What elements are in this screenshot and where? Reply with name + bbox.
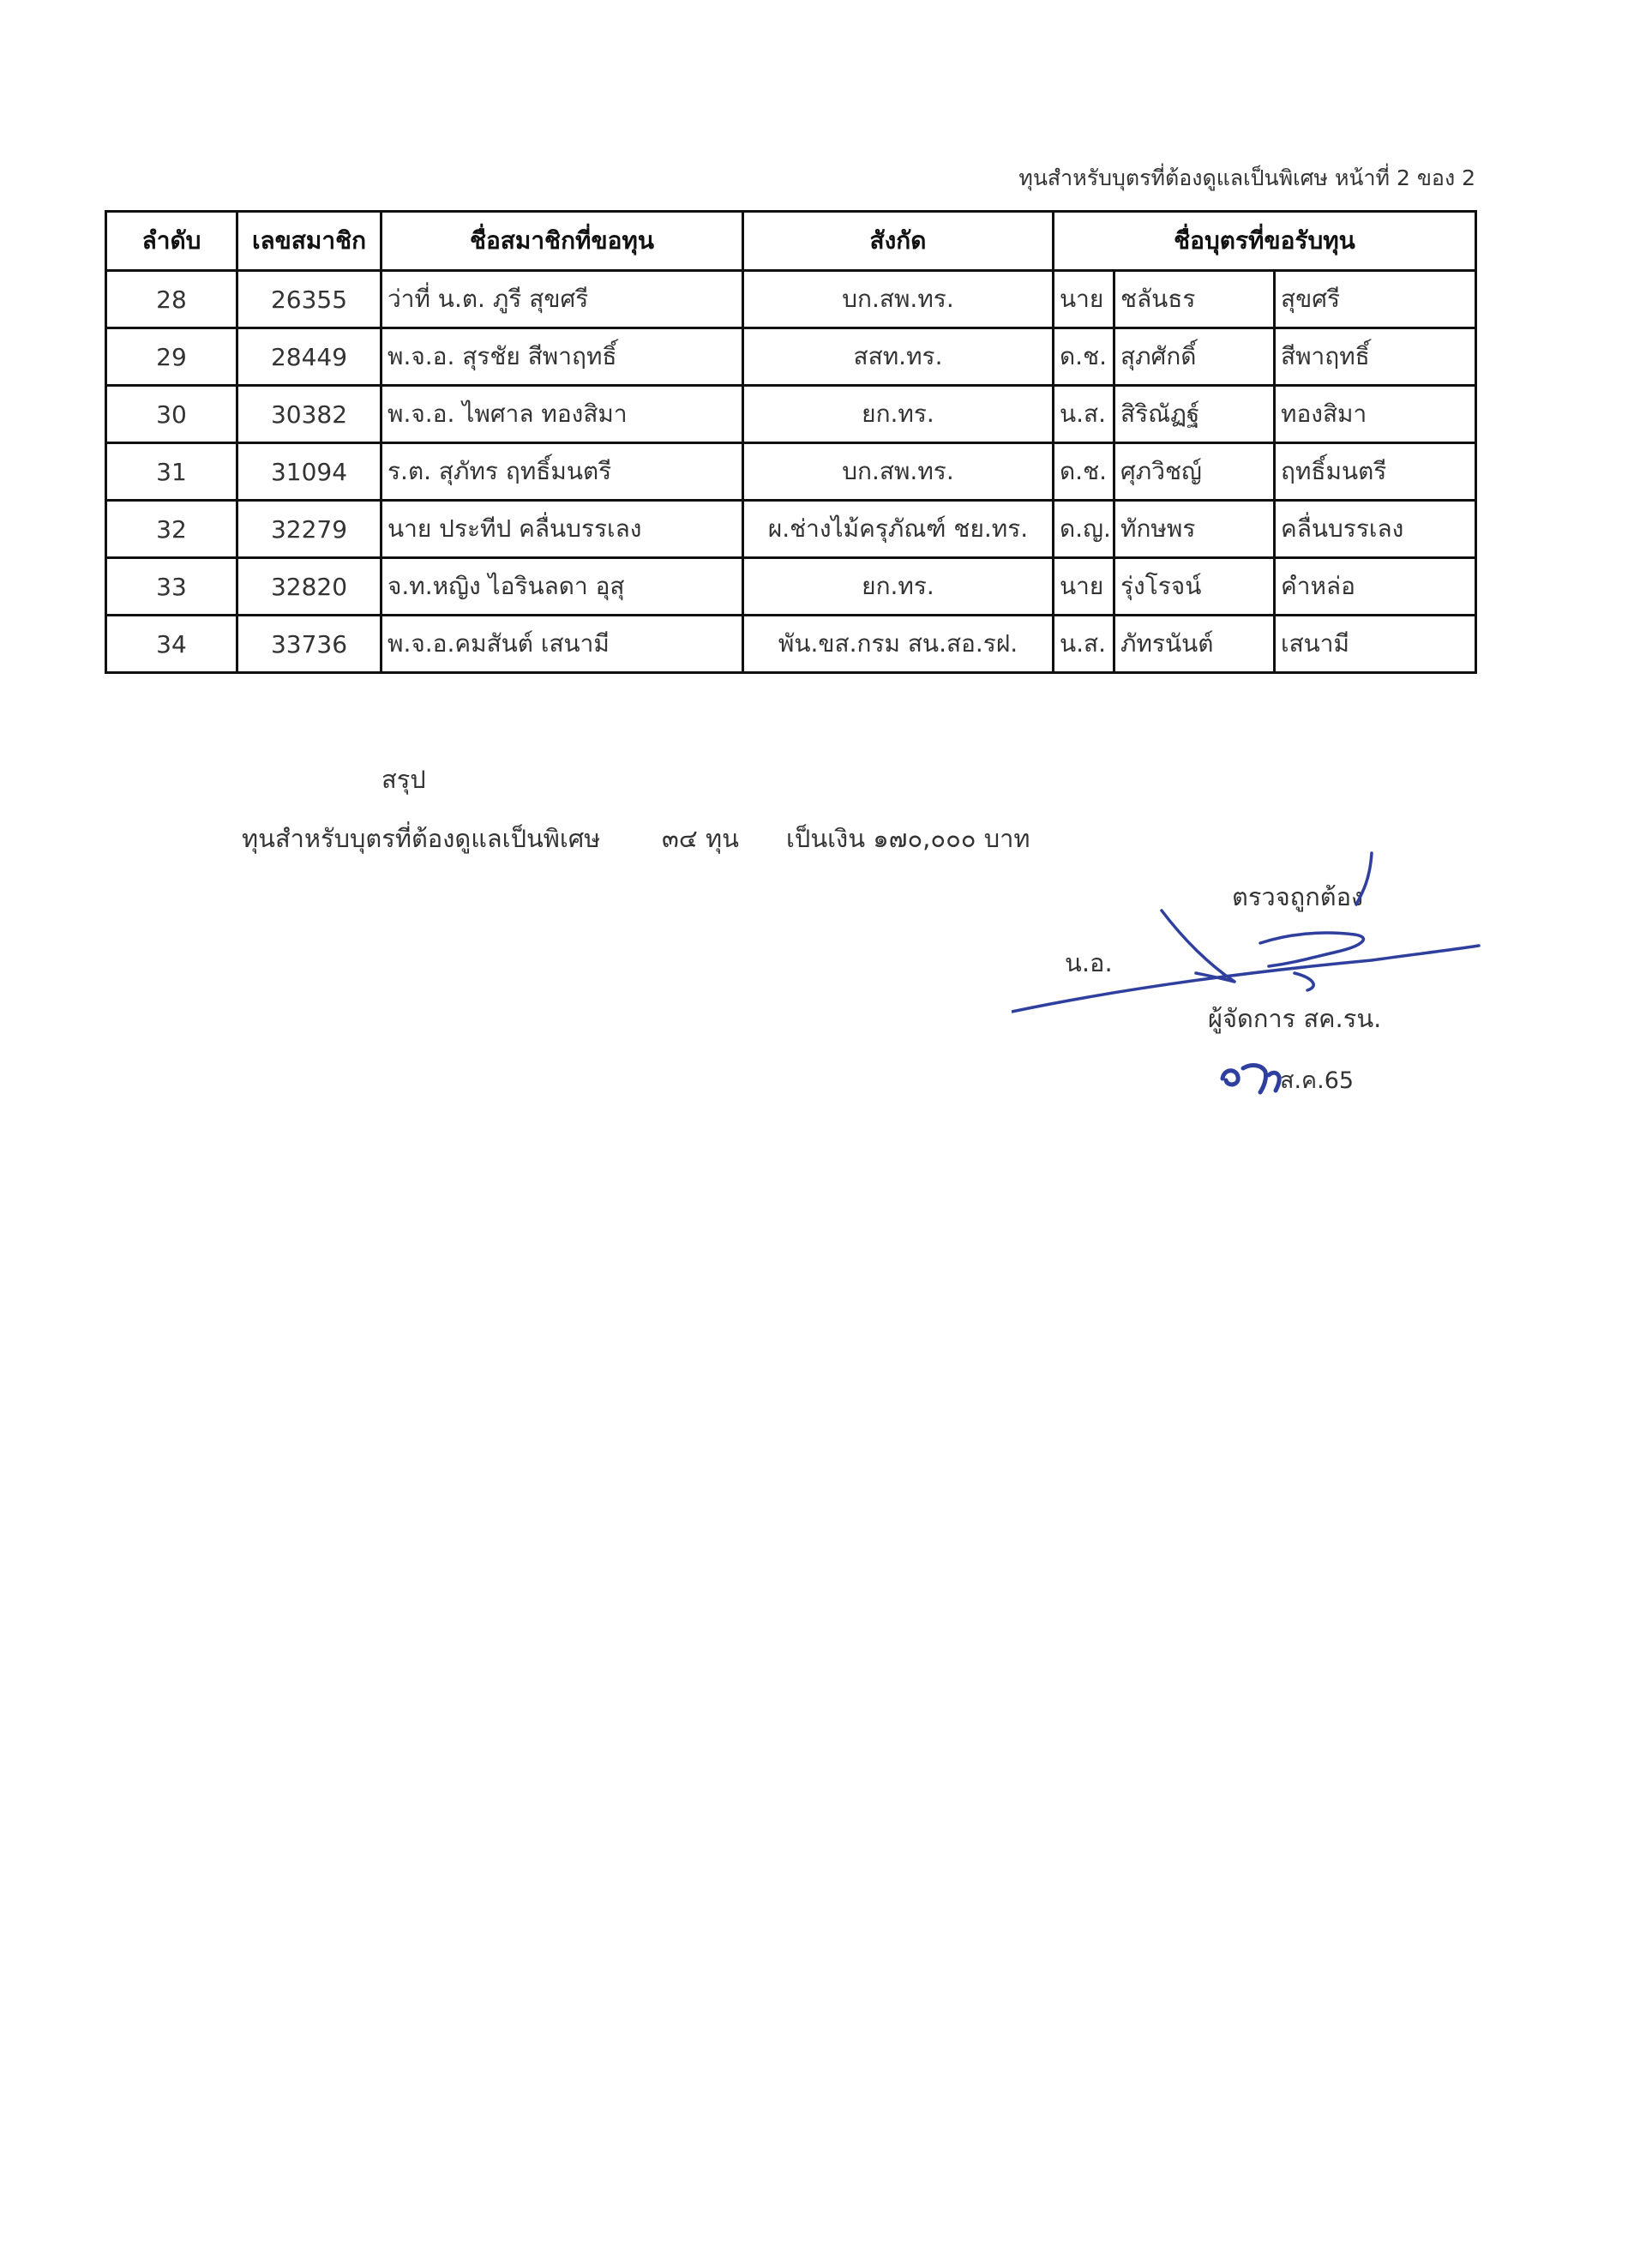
row-child-last: ฤทธิ์มนตรี (1275, 443, 1476, 501)
row-child-first: สุภศักดิ์ (1114, 328, 1275, 386)
row-child-prefix: ด.ช. (1054, 443, 1114, 501)
page-header-note: ทุนสำหรับบุตรที่ต้องดูแลเป็นพิเศษ หน้าที่ 2 ของ 2 (1018, 165, 1475, 190)
row-unit: พัน.ขส.กรม สน.สอ.รฝ. (743, 616, 1054, 673)
handwritten-signature (1012, 844, 1492, 1042)
row-member-name: พ.จ.อ. ไพศาล ทองสิมา (381, 386, 743, 443)
row-unit: สสท.ทร. (743, 328, 1054, 386)
row-unit: บก.สพ.ทร. (743, 443, 1054, 501)
row-no: 32 (106, 501, 237, 558)
member-table (105, 210, 1477, 674)
row-child-prefix: นาย (1054, 558, 1114, 616)
row-child-prefix: ด.ช. (1054, 328, 1114, 386)
table-row (106, 501, 1476, 558)
row-member-id: 31094 (237, 443, 381, 501)
summary-label: ทุนสำหรับบุตรที่ต้องดูแลเป็นพิเศษ (242, 824, 601, 853)
row-no: 30 (106, 386, 237, 443)
row-member-name: พ.จ.อ. สุรชัย สีพาฤทธิ์ (381, 328, 743, 386)
row-child-first: สิริณัฏฐ์ (1114, 386, 1275, 443)
header-unit: สังกัด (743, 212, 1054, 271)
row-unit: ยก.ทร. (743, 386, 1054, 443)
row-member-id: 28449 (237, 328, 381, 386)
row-child-prefix: น.ส. (1054, 386, 1114, 443)
verify-label: ตรวจถูกต้อง (1232, 882, 1364, 911)
handwritten-day-mark (1217, 1053, 1286, 1096)
row-member-id: 32279 (237, 501, 381, 558)
row-member-name: พ.จ.อ.คมสันต์ เสนามี (381, 616, 743, 673)
row-child-first: ศุภวิชญ์ (1114, 443, 1275, 501)
row-unit: บก.สพ.ทร. (743, 271, 1054, 328)
row-no: 28 (106, 271, 237, 328)
row-unit: ผ.ช่างไม้ครุภัณฑ์ ชย.ทร. (743, 501, 1054, 558)
row-no: 31 (106, 443, 237, 501)
row-member-id: 26355 (237, 271, 381, 328)
header-child-name: ชื่อบุตรที่ขอรับทุน (1054, 212, 1476, 271)
row-child-last: คลื่นบรรเลง (1275, 501, 1476, 558)
header-member-id: เลขสมาชิก (237, 212, 381, 271)
summary-amount: เป็นเงิน ๑๗๐,๐๐๐ บาท (786, 824, 1030, 853)
table-row (106, 328, 1476, 386)
row-child-prefix: นาย (1054, 271, 1114, 328)
row-member-name: ร.ต. สุภัทร ฤทธิ์มนตรี (381, 443, 743, 501)
table-row (106, 616, 1476, 673)
table-header-row (106, 212, 1476, 271)
row-child-first: ภัทรนันต์ (1114, 616, 1275, 673)
row-child-first: ชลันธร (1114, 271, 1275, 328)
row-member-id: 30382 (237, 386, 381, 443)
summary-line (242, 819, 1030, 858)
table-row (106, 386, 1476, 443)
row-child-last: เสนามี (1275, 616, 1476, 673)
row-child-last: คำหล่อ (1275, 558, 1476, 616)
row-child-last: สีพาฤทธิ์ (1275, 328, 1476, 386)
summary-title: สรุป (381, 765, 426, 794)
row-member-name: ว่าที่ น.ต. ภูรี สุขศรี (381, 271, 743, 328)
summary-count: ๓๔ ทุน (662, 824, 739, 853)
row-unit: ยก.ทร. (743, 558, 1054, 616)
row-child-prefix: ด.ญ. (1054, 501, 1114, 558)
signer-position: ผู้จัดการ สค.รน. (1208, 1004, 1382, 1033)
header-member-name: ชื่อสมาชิกที่ขอทุน (381, 212, 743, 271)
row-child-last: ทองสิมา (1275, 386, 1476, 443)
row-member-id: 33736 (237, 616, 381, 673)
row-no: 29 (106, 328, 237, 386)
table-row (106, 558, 1476, 616)
row-child-last: สุขศรี (1275, 271, 1476, 328)
row-no: 34 (106, 616, 237, 673)
row-member-id: 32820 (237, 558, 381, 616)
row-child-prefix: น.ส. (1054, 616, 1114, 673)
header-no: ลำดับ (106, 212, 237, 271)
row-no: 33 (106, 558, 237, 616)
table-row (106, 443, 1476, 501)
signer-rank: น.อ. (1065, 948, 1113, 977)
printed-date: ส.ค.65 (1280, 1067, 1355, 1094)
row-member-name: จ.ท.หญิง ไอรินลดา อุสุ (381, 558, 743, 616)
row-child-first: ทักษพร (1114, 501, 1275, 558)
row-member-name: นาย ประทีป คลื่นบรรเลง (381, 501, 743, 558)
table-row (106, 271, 1476, 328)
row-child-first: รุ่งโรจน์ (1114, 558, 1275, 616)
